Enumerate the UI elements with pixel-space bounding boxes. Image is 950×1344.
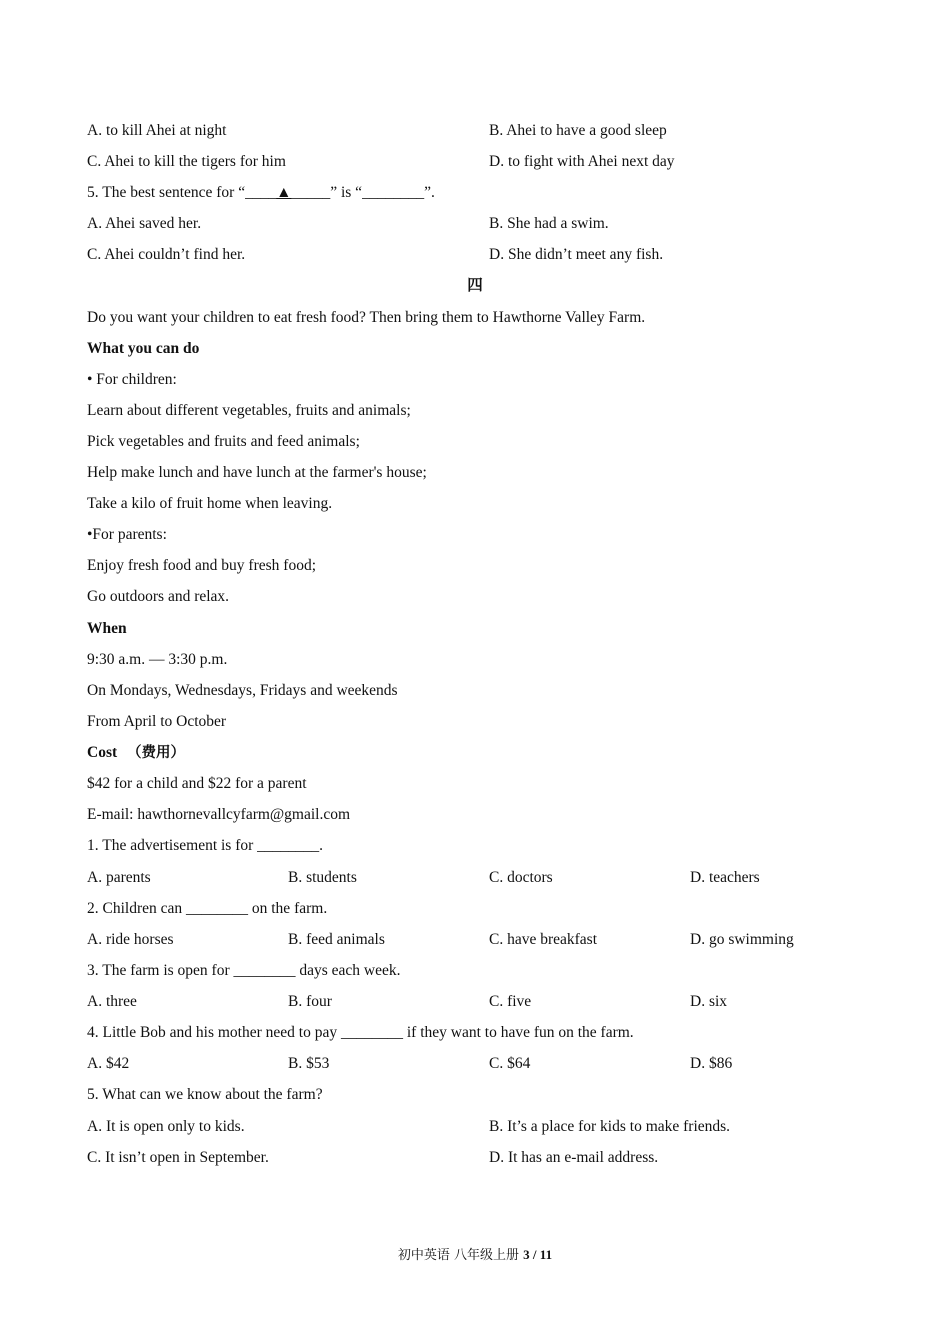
q5-option-c: C. Ahei couldn’t find her. [87,246,246,263]
option-d: D. It has an e-mail address. [489,1149,659,1166]
option-c: C. $64 [489,1055,531,1072]
option-d: D. six [690,993,728,1010]
option-c: C. have breakfast [489,931,598,948]
q5-stem-end: ”. [424,184,435,201]
q5-option-a: A. Ahei saved her. [87,215,202,232]
q5-blank-left: ____ [245,184,277,201]
page-number: 3 / 11 [523,1247,553,1262]
children-item: Take a kilo of fruit home when leaving. [87,495,333,512]
parents-item: Enjoy fresh food and buy fresh food; [87,557,317,574]
cost-line: $42 for a child and $22 for a parent [87,775,307,792]
parents-item: Go outdoors and relax. [87,588,230,605]
question-stem: 1. The advertisement is for ________. [87,837,324,854]
when-item: On Mondays, Wednesdays, Fridays and weekends [87,682,398,699]
q5-stem-before: 5. The best sentence for “ [87,184,246,201]
passage-intro: Do you want your children to eat fresh food? Then bring them to Hawthorne Valley Farm. [87,309,646,326]
when-heading: When [87,620,127,637]
option-d: D. go swimming [690,931,794,948]
email-line: E-mail: hawthornevallcyfarm@gmail.com [87,806,351,823]
children-item: Pick vegetables and fruits and feed animals; [87,433,360,450]
q4-option-d: D. to fight with Ahei next day [489,153,675,170]
option-a: A. parents [87,869,151,886]
footer-label: 初中英语 八年级上册 [397,1248,524,1263]
option-b: B. four [288,993,332,1010]
children-item: Learn about different vegetables, fruits and animals; [87,402,411,419]
question-stem: 3. The farm is open for ________ days each week. [87,962,401,979]
option-b: B. students [288,869,357,886]
for-parents-label: •For parents: [87,526,167,543]
option-c: C. doctors [489,869,553,886]
question-stem: 5. What can we know about the farm? [87,1086,323,1103]
option-d: D. $86 [690,1055,733,1072]
q5-blank-right: _____ [291,184,331,201]
page-footer [0,1246,950,1265]
section-heading: 四 [467,277,483,294]
option-a: A. three [87,993,137,1010]
q4-option-b: B. Ahei to have a good sleep [489,122,667,139]
cost-heading: Cost [87,744,118,761]
option-a: A. ride horses [87,931,174,948]
option-b: B. It’s a place for kids to make friends. [489,1118,731,1135]
question-stem: 2. Children can ________ on the farm. [87,900,328,917]
when-item: From April to October [87,713,227,730]
q5-stem-middle: ” is “ [330,184,363,201]
when-item: 9:30 a.m. — 3:30 p.m. [87,651,228,668]
option-b: B. feed animals [288,931,385,948]
q4-option-c: C. Ahei to kill the tigers for him [87,153,286,170]
triangle-marker-icon: ▲ [276,184,292,201]
option-c: C. It isn’t open in September. [87,1149,269,1166]
children-item: Help make lunch and have lunch at the farmer's house; [87,464,427,481]
for-children-label: • For children: [87,371,177,388]
q5-answer-blank: ________ [362,184,425,201]
option-d: D. teachers [690,869,760,886]
q5-stem [87,183,435,203]
option-a: A. It is open only to kids. [87,1118,245,1135]
q5-option-d: D. She didn’t meet any fish. [489,246,664,263]
q5-option-b: B. She had a swim. [489,215,609,232]
q4-option-a: A. to kill Ahei at night [87,122,227,139]
what-you-can-do-heading: What you can do [87,340,200,357]
cost-heading-line [87,743,185,763]
option-a: A. $42 [87,1055,130,1072]
cost-heading-cn: （费用） [127,745,186,761]
option-c: C. five [489,993,532,1010]
question-stem: 4. Little Bob and his mother need to pay ________ if they want to have fun on the farm. [87,1024,634,1041]
option-b: B. $53 [288,1055,330,1072]
